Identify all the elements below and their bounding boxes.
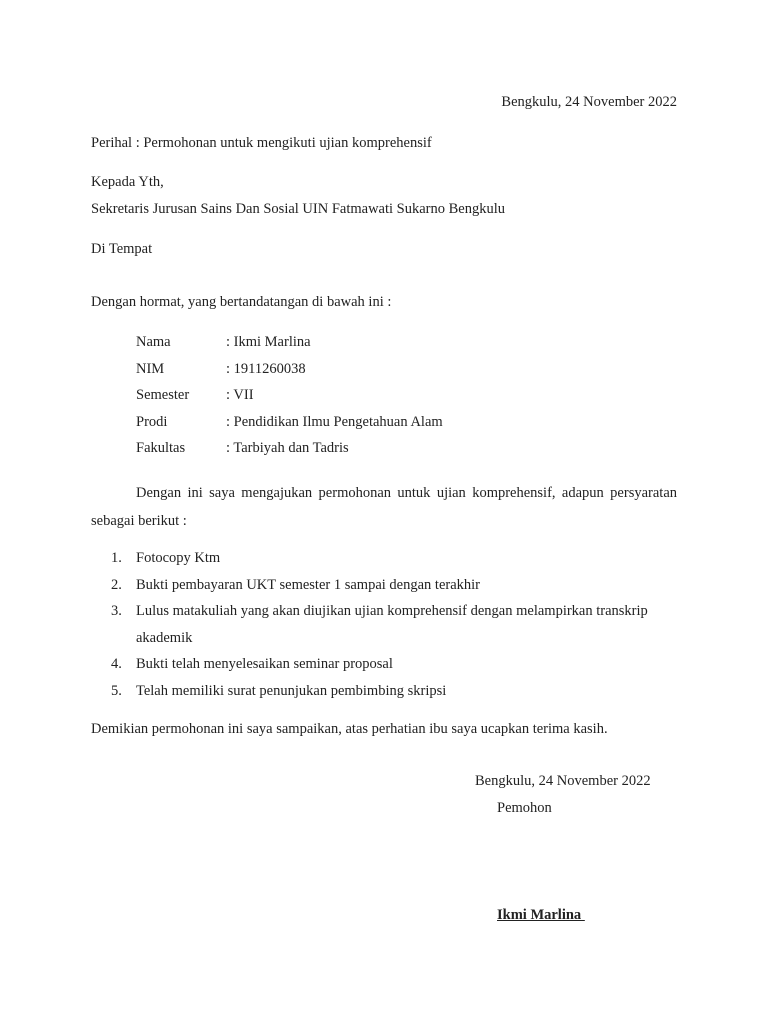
salutation: Dengan hormat, yang bertandatangan di bawah ini :	[91, 294, 392, 310]
identity-row-semester	[136, 385, 443, 412]
identity-label: Nama	[136, 334, 171, 350]
list-text: Bukti pembayaran UKT semester 1 sampai dengan terakhir	[136, 576, 480, 593]
identity-label: Semester	[136, 387, 190, 403]
list-item	[91, 572, 677, 599]
signature-date: Bengkulu, 24 November 2022	[475, 773, 651, 789]
identity-row-fakultas	[136, 438, 443, 465]
identity-value: : Pendidikan Ilmu Pengetahuan Alam	[226, 413, 443, 430]
list-item	[91, 651, 677, 678]
list-text: Telah memiliki surat penunjukan pembimbing skripsi	[136, 682, 447, 699]
list-item	[91, 598, 677, 651]
list-number: 4.	[111, 656, 122, 672]
list-number: 1.	[111, 550, 122, 566]
identity-value: : Tarbiyah dan Tadris	[226, 440, 349, 456]
identity-label: Prodi	[136, 413, 168, 430]
list-number: 5.	[111, 682, 122, 699]
list-text: Bukti telah menyelesaikan seminar proposal	[136, 656, 393, 672]
list-text: Lulus matakuliah yang akan diujikan ujian komprehensif dengan melampirkan transkrip akademik	[136, 603, 648, 646]
letter-date: Bengkulu, 24 November 2022	[501, 94, 677, 110]
requirements-list	[91, 545, 677, 704]
list-text: Fotocopy Ktm	[136, 550, 221, 566]
signature-role: Pemohon	[497, 800, 552, 816]
identity-row-name	[136, 332, 443, 359]
identity-value: : VII	[226, 387, 254, 403]
list-number: 2.	[111, 576, 122, 593]
signature-name: Ikmi Marlina	[497, 907, 585, 923]
closing-statement: Demikian permohonan ini saya sampaikan, atas perhatian ibu saya ucapkan terima kasih.	[91, 721, 608, 737]
list-item	[91, 545, 677, 572]
identity-value: : Ikmi Marlina	[226, 334, 311, 350]
identity-row-nim	[136, 359, 443, 386]
identity-row-prodi	[136, 412, 443, 439]
identity-block	[136, 332, 443, 465]
identity-value: : 1911260038	[226, 360, 306, 377]
recipient-name: Sekretaris Jurusan Sains Dan Sosial UIN Fatmawati Sukarno Bengkulu	[91, 201, 506, 217]
recipient-greeting: Kepada Yth,	[91, 174, 164, 190]
identity-label: NIM	[136, 360, 165, 377]
list-item	[91, 678, 677, 705]
list-number: 3.	[111, 603, 122, 619]
recipient-place: Di Tempat	[91, 241, 153, 257]
identity-label: Fakultas	[136, 440, 186, 456]
letter-subject: Perihal : Permohonan untuk mengikuti ujian komprehensif	[91, 135, 432, 151]
body-paragraph: Dengan ini saya mengajukan permohonan untuk ujian komprehensif, adapun persyaratan sebagai berikut :	[91, 485, 677, 529]
